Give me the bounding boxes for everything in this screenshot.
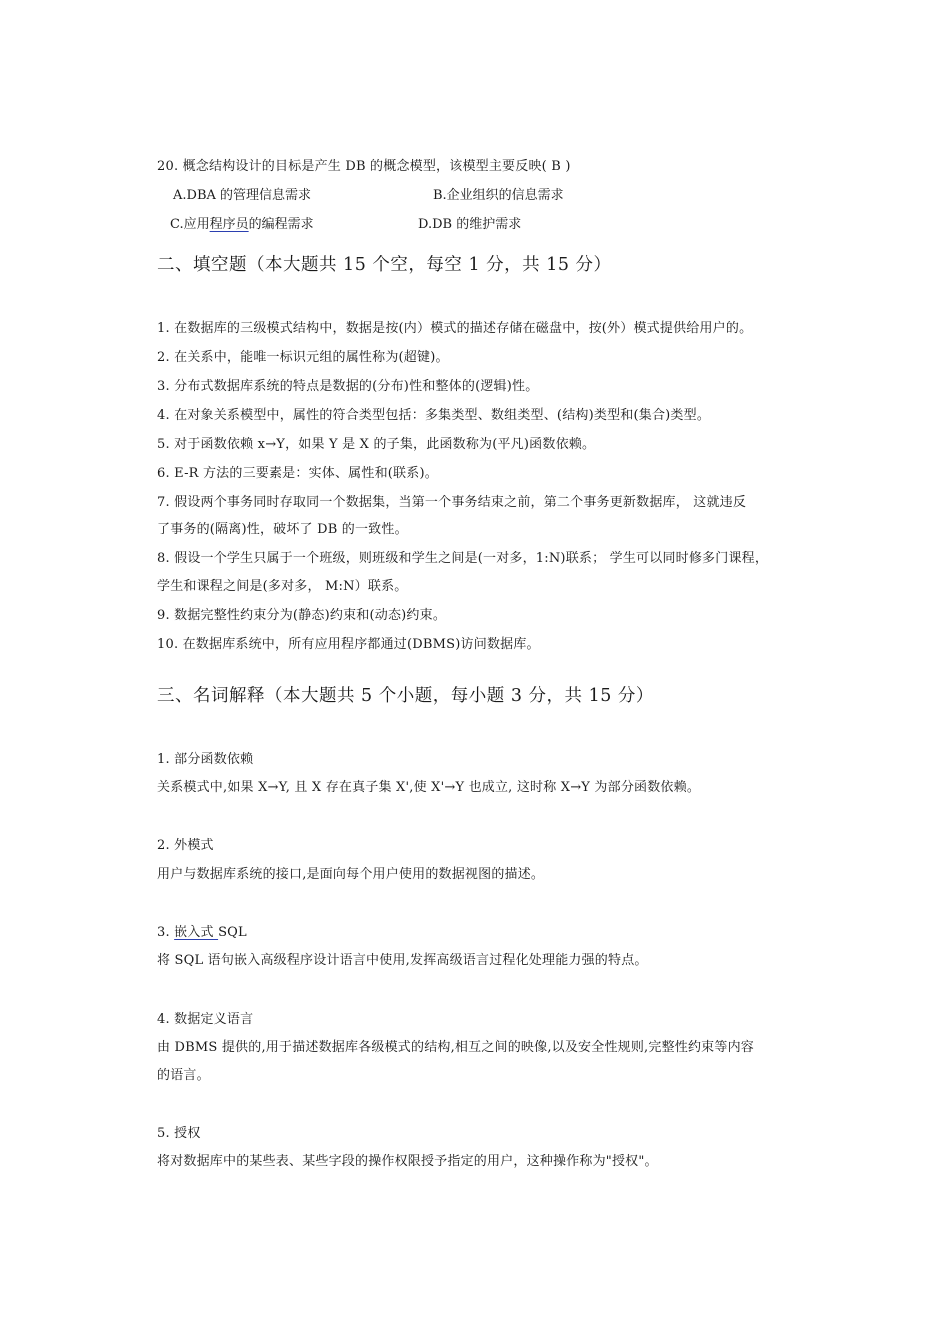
term-1-title: 1. 部分函数依赖 [157,752,254,767]
fill-item-5: 5. 对于函数依赖 x→Y，如果 Y 是 X 的子集，此函数称为(平凡)函数依赖。 [157,437,596,452]
option-d: D.DB 的维护需求 [418,217,522,232]
fill-item-7-line-1: 7. 假设两个事务同时存取同一个数据集，当第一个事务结束之前，第二个事务更新数据库， 这就违反 [157,495,747,510]
term-4-definition-line-2: 的语言。 [157,1068,210,1083]
option-b: B.企业组织的信息需求 [433,188,564,203]
term-5-title: 5. 授权 [157,1126,201,1141]
term-5-definition: 将对数据库中的某些表、某些字段的操作权限授予指定的用户，这种操作称为"授权"。 [157,1154,658,1169]
option-a: A.DBA 的管理信息需求 [173,188,312,203]
term-4-title: 4. 数据定义语言 [157,1012,254,1027]
fill-item-8-line-1: 8. 假设一个学生只属于一个班级，则班级和学生之间是(一对多，1:N)联系； 学生可以同时修多门课程， [157,551,769,566]
section-heading-fill-blank: 二、填空题（本大题共 15 个空，每空 1 分，共 15 分） [157,255,612,275]
fill-item-3: 3. 分布式数据库系统的特点是数据的(分布)性和整体的(逻辑)性。 [157,379,539,394]
underlined-term: 程序员 [209,217,249,232]
section-heading-terms: 三、名词解释（本大题共 5 个小题，每小题 3 分，共 15 分） [157,686,654,706]
term-4-definition-line-1: 由 DBMS 提供的,用于描述数据库各级模式的结构,相互之间的映像,以及安全性规则,完整性约束等内容 [157,1040,754,1055]
underlined-term: 嵌入式 [174,925,219,940]
fill-item-2: 2. 在关系中，能唯一标识元组的属性称为(超键)。 [157,350,449,365]
term-2-definition: 用户与数据库系统的接口,是面向每个用户使用的数据视图的描述。 [157,867,545,882]
option-c: C.应用程序员的编程需求 [170,217,314,232]
fill-item-6: 6. E-R 方法的三要素是：实体、属性和(联系)。 [157,466,438,481]
fill-item-10: 10. 在数据库系统中，所有应用程序都通过(DBMS)访问数据库。 [157,637,540,652]
term-3-title: 3. 嵌入式 SQL [157,925,247,940]
fill-item-8-line-2: 学生和课程之间是(多对多， M:N）联系。 [157,579,408,594]
question-20: 20. 概念结构设计的目标是产生 DB 的概念模型，该模型主要反映( B ) [157,159,571,174]
fill-item-4: 4. 在对象关系模型中，属性的符合类型包括：多集类型、数组类型、(结构)类型和(集合)类型。 [157,408,711,423]
fill-item-1: 1. 在数据库的三级模式结构中，数据是按(内）模式的描述存储在磁盘中，按(外）模式提供给用户的。 [157,321,753,336]
fill-item-7-line-2: 了事务的(隔离)性，破坏了 DB 的一致性。 [157,522,408,537]
fill-item-9: 9. 数据完整性约束分为(静态)约束和(动态)约束。 [157,608,447,623]
term-3-definition: 将 SQL 语句嵌入高级程序设计语言中使用,发挥高级语言过程化处理能力强的特点。 [157,953,648,968]
term-1-definition: 关系模式中,如果 X→Y, 且 X 存在真子集 X',使 X'→Y 也成立, 这时称 X→Y 为部分函数依赖。 [157,780,701,795]
term-2-title: 2. 外模式 [157,838,214,853]
